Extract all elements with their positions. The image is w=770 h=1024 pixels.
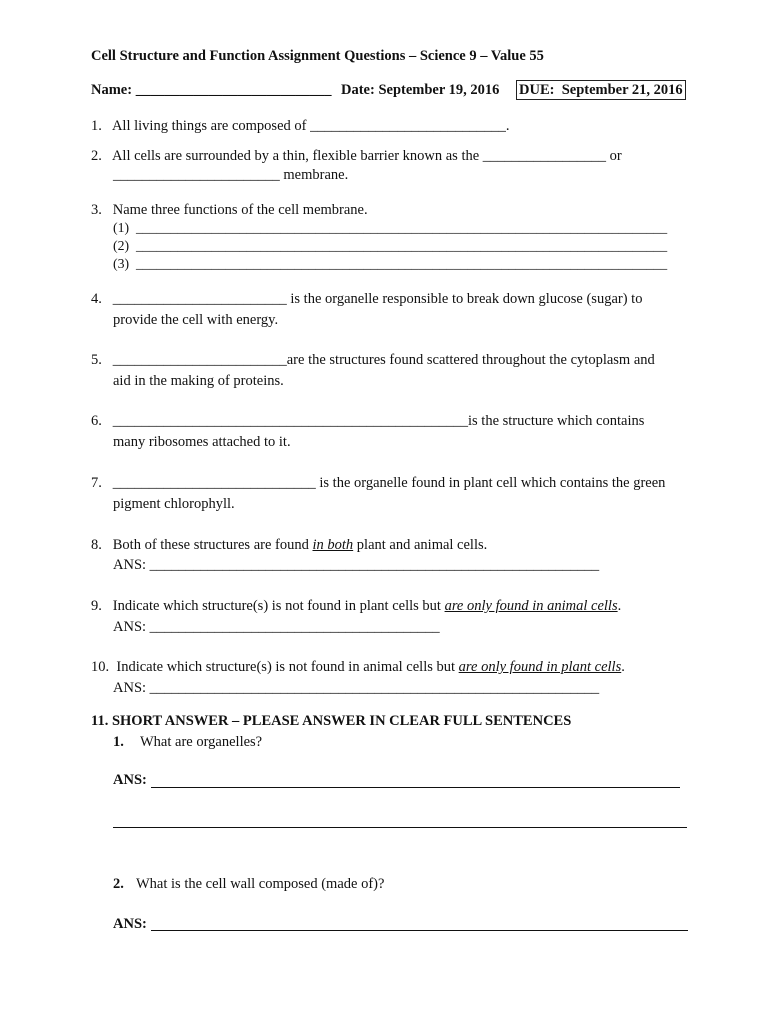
question-8-emphasis: in both	[312, 537, 354, 553]
short-answer-1-number: 1.	[113, 734, 124, 750]
question-9-answer: ANS: ________________________________________	[113, 619, 440, 635]
short-answer-2-number: 2.	[113, 876, 124, 892]
question-10-text-start: 10. Indicate which structure(s) is not found in animal cells but	[91, 659, 459, 675]
question-4-line-1: 4. ________________________ is the organelle responsible to break down glucose (sugar) to	[91, 291, 643, 307]
short-answer-1-question: What are organelles?	[140, 734, 263, 750]
question-3-answer-1: (1) _____________________________________________________________________________	[113, 220, 668, 235]
question-10-emphasis: are only found in plant cells	[458, 659, 622, 675]
question-10-text-end: .	[621, 659, 625, 675]
question-8	[91, 536, 487, 554]
question-8-answer: ANS: ______________________________________________________________	[113, 557, 600, 573]
question-7-line-1: 7. ____________________________ is the organelle found in plant cell which contains the green	[91, 475, 666, 491]
short-answer-1-answer-line-1	[151, 787, 680, 788]
short-answer-2-answer-line	[151, 930, 688, 931]
question-3-answer-2: (2) _____________________________________________________________________________	[113, 238, 668, 253]
question-9	[91, 597, 621, 615]
due-date-box: DUE: September 21, 2016	[516, 80, 686, 100]
question-5-line-2: aid in the making of proteins.	[113, 373, 284, 389]
name-field-label: Name: ___________________________	[91, 82, 332, 98]
question-6-line-2: many ribosomes attached to it.	[113, 434, 291, 450]
question-10	[91, 658, 625, 676]
question-1: 1. All living things are composed of ___________________________.	[91, 118, 510, 134]
question-4-line-2: provide the cell with energy.	[113, 312, 279, 328]
question-10-answer: ANS: ______________________________________________________________	[113, 680, 600, 696]
question-8-text-start: 8. Both of these structures are found	[91, 537, 313, 553]
question-9-text-start: 9. Indicate which structure(s) is not found in plant cells but	[91, 598, 445, 614]
short-answer-2-question: What is the cell wall composed (made of)?	[136, 876, 385, 892]
question-2-line-2: _______________________ membrane.	[113, 167, 349, 183]
question-2-line-1: 2. All cells are surrounded by a thin, flexible barrier known as the _________________ or	[91, 148, 622, 164]
question-5-line-1: 5. ________________________are the structures found scattered throughout the cytoplasm and	[91, 352, 655, 368]
question-8-text-end: plant and animal cells.	[353, 537, 488, 553]
short-answer-2-ans-label: ANS:	[113, 916, 147, 932]
short-answer-heading: 11. SHORT ANSWER – PLEASE ANSWER IN CLEAR FULL SENTENCES	[91, 713, 572, 729]
short-answer-1-ans-label: ANS:	[113, 772, 147, 788]
question-7-line-2: pigment chlorophyll.	[113, 496, 235, 512]
worksheet-title: Cell Structure and Function Assignment Questions – Science 9 – Value 55	[91, 48, 544, 64]
short-answer-1-answer-line-2	[113, 827, 687, 828]
question-9-text-end: .	[617, 598, 622, 614]
question-3-answer-3: (3) _____________________________________________________________________________	[113, 256, 668, 271]
question-9-emphasis: are only found in animal cells	[444, 598, 618, 614]
question-6-line-1: 6. _________________________________________________is the structure which contains	[91, 413, 645, 429]
question-3: 3. Name three functions of the cell membrane.	[91, 202, 368, 218]
date-text: Date: September 19, 2016	[341, 82, 500, 98]
